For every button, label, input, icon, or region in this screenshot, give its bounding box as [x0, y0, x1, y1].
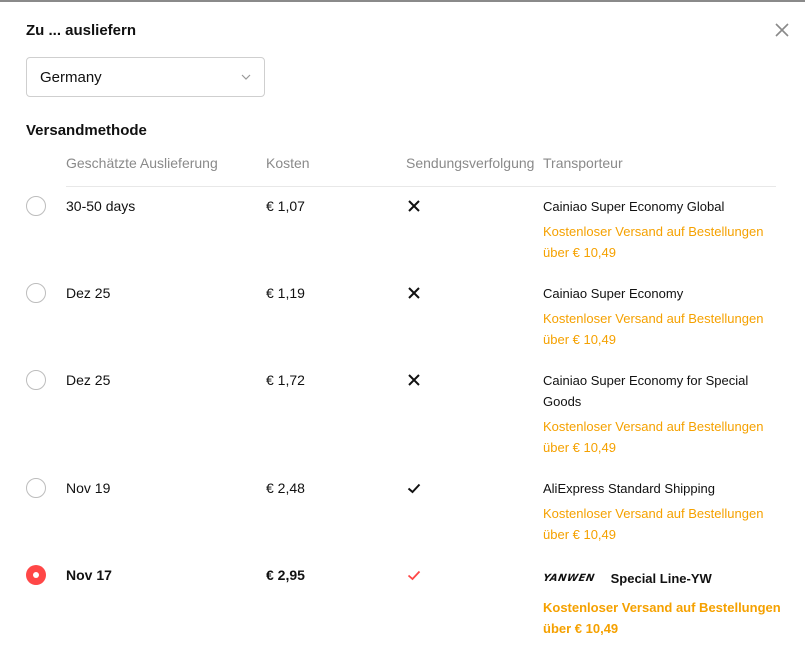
carrier-cell — [543, 478, 778, 545]
cross-icon — [406, 285, 422, 301]
carrier-name-line: Goods — [543, 394, 582, 409]
radio-button[interactable] — [26, 283, 46, 303]
promo-line: Kostenloser Versand auf Bestellungen — [543, 419, 764, 434]
promo-line: Kostenloser Versand auf Bestellungen — [543, 600, 781, 615]
modal-title: Zu ... ausliefern — [26, 22, 137, 39]
promo-line: Kostenloser Versand auf Bestellungen — [543, 311, 764, 326]
carrier-name: AliExpress Standard Shipping — [543, 481, 715, 496]
promo-line: über € 10,49 — [543, 332, 617, 347]
promo-line: Kostenloser Versand auf Bestellungen — [543, 506, 764, 521]
column-header-delivery: Geschätzte Auslieferung — [66, 155, 218, 171]
free-shipping-promo — [543, 416, 778, 458]
promo-line: Kostenloser Versand auf Bestellungen — [543, 224, 764, 239]
radio-button[interactable] — [26, 196, 46, 216]
check-icon — [406, 567, 422, 583]
carrier-name-line: Cainiao Super Economy for Special — [543, 373, 749, 388]
free-shipping-promo — [543, 308, 778, 350]
radio-button[interactable] — [26, 478, 46, 498]
carrier-name: Cainiao Super Economy — [543, 286, 684, 301]
shipping-cost: € 1,07 — [266, 198, 305, 214]
delivery-date: Dez 25 — [66, 285, 111, 301]
close-icon[interactable] — [772, 20, 792, 40]
carrier-logo: YANWEN — [542, 572, 596, 584]
carrier-name: Cainiao Super Economy Global — [543, 199, 725, 214]
chevron-down-icon — [240, 71, 252, 83]
cross-icon — [406, 198, 422, 214]
free-shipping-promo — [543, 597, 783, 639]
shipping-cost: € 2,48 — [266, 480, 305, 496]
country-select[interactable] — [26, 57, 265, 97]
shipping-cost: € 1,72 — [266, 372, 305, 388]
promo-line: über € 10,49 — [543, 621, 619, 636]
column-header-tracking: Sendungsverfolgung — [406, 155, 535, 171]
carrier-cell — [543, 370, 778, 458]
free-shipping-promo — [543, 503, 778, 545]
carrier-name: Special Line-YW — [610, 571, 712, 586]
country-select-value: Germany — [40, 69, 102, 86]
radio-button[interactable] — [26, 370, 46, 390]
cross-icon — [406, 372, 422, 388]
delivery-date: Dez 25 — [66, 372, 111, 388]
promo-line: über € 10,49 — [543, 527, 617, 542]
shipping-cost: € 2,95 — [266, 567, 305, 583]
shipping-cost: € 1,19 — [266, 285, 305, 301]
delivery-date: 30-50 days — [66, 198, 136, 214]
section-title: Versandmethode — [26, 122, 147, 139]
check-icon — [406, 480, 422, 496]
delivery-date: Nov 17 — [66, 567, 112, 583]
promo-line: über € 10,49 — [543, 245, 617, 260]
carrier-cell — [543, 568, 783, 639]
column-header-carrier: Transporteur — [543, 155, 623, 171]
column-header-cost: Kosten — [266, 155, 310, 171]
radio-button-selected[interactable] — [26, 565, 46, 585]
promo-line: über € 10,49 — [543, 440, 617, 455]
header-divider — [66, 186, 776, 187]
delivery-date: Nov 19 — [66, 480, 111, 496]
free-shipping-promo — [543, 221, 778, 263]
carrier-cell — [543, 283, 778, 350]
carrier-cell — [543, 196, 778, 263]
